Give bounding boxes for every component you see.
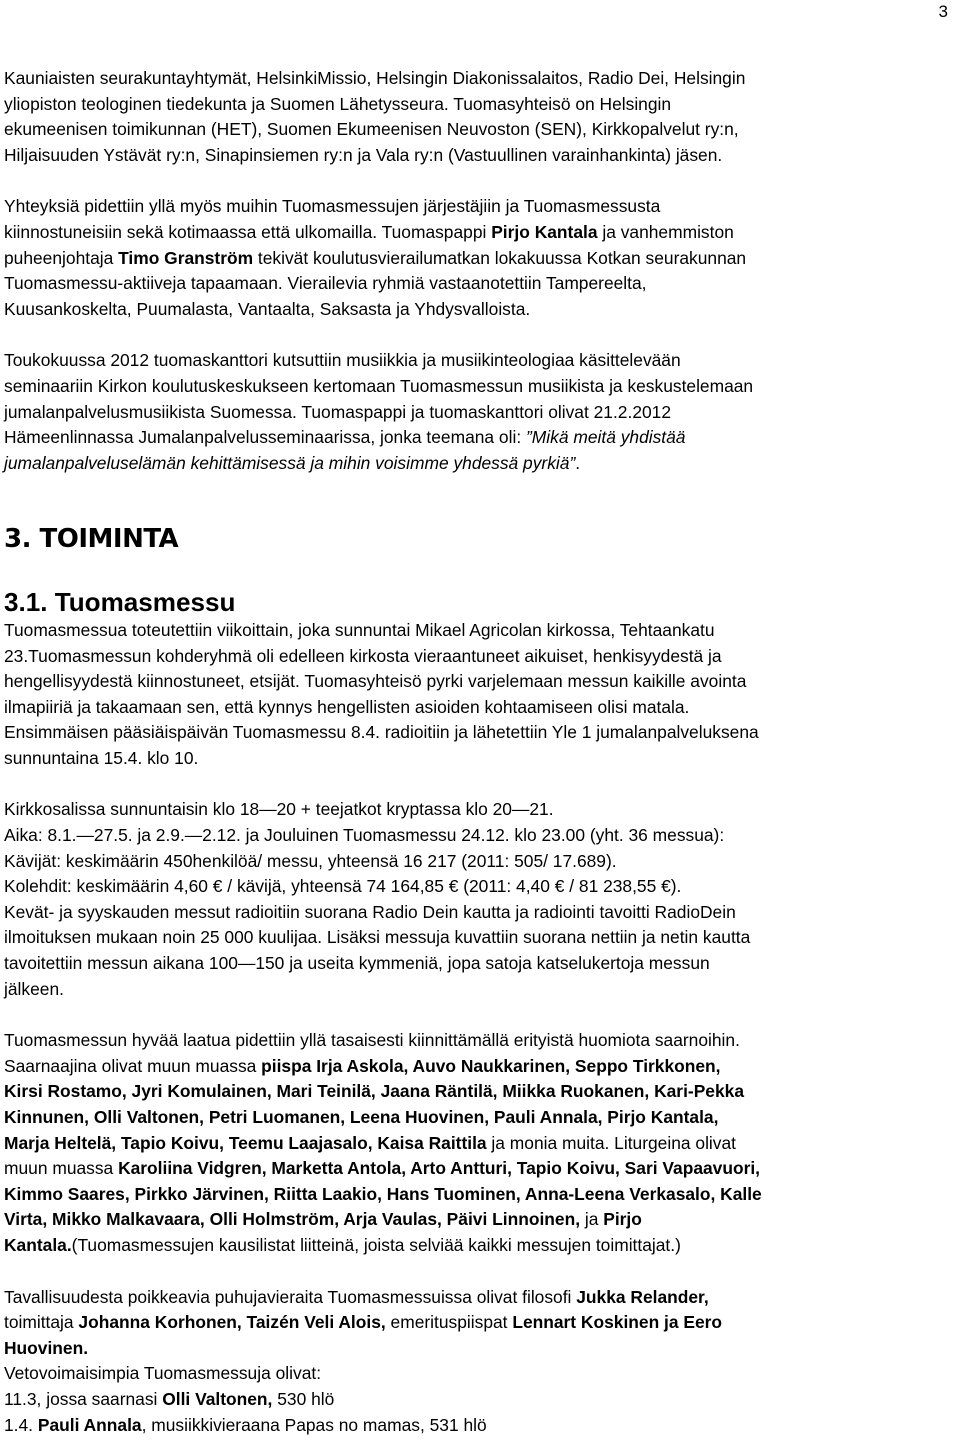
text-line: toimittaja Johanna Korhonen, Taizén Veli Alois, emerituspiispat Lennart Koskinen ja Eero (4, 1312, 723, 1333)
text-line: Saarnaajina olivat muun muassa piispa Irja Askola, Auvo Naukkarinen, Seppo Tirkkonen, (4, 1055, 721, 1076)
text-line: jumalanpalveluselämän kehittämisessä ja mihin voisimme yhdessä pyrkiä”. (4, 452, 581, 473)
text-line: Tavallisuudesta poikkeavia puhujavieraita Tuomasmessuissa olivat filosofi Jukka Relander, (4, 1286, 709, 1307)
text-line: muun muassa Karoliina Vidgren, Marketta Antola, Arto Antturi, Tapio Koivu, Sari Vapaavuori, (4, 1158, 761, 1179)
paragraph-contacts (4, 194, 954, 322)
text-line: ekumeenisen toimikunnan (HET), Suomen Ekumeenisen Neuvoston (SEN), Kirkkopalvelut ry:n, (4, 119, 739, 140)
person-name: Timo Granström (118, 247, 254, 268)
text-line: Kinnunen, Olli Valtonen, Petri Luomanen, Leena Huovinen, Pauli Annala, Pirjo Kantala, (4, 1107, 719, 1127)
text-line: puheenjohtaja Timo Granström tekivät koulutusvierailumatkan lokakuussa Kotkan seurakunnan (4, 247, 747, 268)
text-line: yliopiston teologinen tiedekunta ja Suomen Lähetysseura. Tuomasyhteisö on Helsingin (4, 93, 672, 114)
text-line: Ensimmäisen pääsiäispäivän Tuomasmessu 8.4. radioitiin ja lähetettiin Yle 1 jumalanpalveluksena (4, 722, 759, 743)
text-line: jälkeen. (4, 978, 64, 999)
text-line: jumalanpalvelusmusiikista Suomessa. Tuomaspappi ja tuomaskanttori olivat 21.2.2012 (4, 401, 672, 422)
paragraph-members (4, 66, 954, 168)
page-number: 3 (938, 2, 948, 21)
text-line: Kirsi Rostamo, Jyri Komulainen, Mari Teinilä, Jaana Räntilä, Miikka Ruokanen, Kari-Pekka (4, 1081, 744, 1102)
text-line: ilmapiiriä ja takaamaan sen, että kynnys hengellisten asioiden kohtaamiseen olisi matala. (4, 696, 690, 717)
text-line: Kuusankoskelta, Puumalasta, Vantaalta, Saksasta ja Yhdysvalloista. (4, 298, 531, 319)
text-line: hengellisyydestä kiinnostuneet, etsijät. Tuomasyhteisö pyrki varjelemaan messun kaikille avointa (4, 671, 747, 692)
text-line: Kolehdit: keskimäärin 4,60 € / kävijä, yhteensä 74 164,85 € (2011: 4,40 € / 81 238,55 €). (4, 876, 682, 897)
text-line: ilmoituksen mukaan noin 25 000 kuulijaa. Lisäksi messuja kuvattiin suorana nettiin ja netin kautta (4, 927, 751, 948)
text-line: Marja Heltelä, Tapio Koivu, Teemu Laajasalo, Kaisa Raittila ja monia muita. Liturgeina olivat (4, 1132, 736, 1153)
text-line: Aika: 8.1.—27.5. ja 2.9.—2.12. ja Jouluinen Tuomasmessu 24.12. klo 23.00 (yht. 36 messua): (4, 825, 725, 846)
text-line: 1.4. Pauli Annala, musiikkivieraana Papas no mamas, 531 hlö (4, 1414, 487, 1435)
text-line: Huovinen. (4, 1337, 89, 1358)
paragraph-preachers (4, 1028, 954, 1258)
text-line: Kevät- ja syyskauden messut radioitiin suorana Radio Dein kautta ja radiointi tavoitti RadioDein (4, 901, 736, 922)
text-line: Hämeenlinnassa Jumalanpalvelusseminaarissa, jonka teemana oli: ”Mikä meitä yhdistää (4, 427, 686, 448)
paragraph-statistics (4, 797, 954, 1002)
text-line: Kävijät: keskimäärin 450henkilöä/ messu, yhteensä 16 217 (2011: 505/ 17.689). (4, 850, 617, 871)
text-line: 23.Tuomasmessun kohderyhmä oli edelleen kirkosta vieraantuneet aikuiset, henkisyydestä ja (4, 645, 722, 666)
text-line: Toukokuussa 2012 tuomaskanttori kutsuttiin musiikkia ja musiikinteologiaa käsittelevään (4, 350, 681, 371)
seminar-theme: ”Mikä meitä yhdistää (526, 427, 686, 448)
text-line: 11.3, jossa saarnasi Olli Valtonen, 530 hlö (4, 1388, 335, 1409)
seminar-theme: jumalanpalveluselämän kehittämisessä ja mihin voisimme yhdessä pyrkiä” (4, 452, 576, 473)
text-line: Vetovoimaisimpia Tuomasmessuja olivat: (4, 1363, 322, 1384)
text-line: Tuomasmessu-aktiiveja tapaamaan. Vierailevia ryhmiä vastaanotettiin Tampereelta, (4, 273, 647, 294)
text-line: kiinnostuneisiin sekä kotimaassa että ulkomailla. Tuomaspappi Pirjo Kantala ja vanhemmiston (4, 221, 734, 242)
person-name: Pirjo Kantala (491, 221, 598, 242)
text-line: Kauniaisten seurakuntayhtymät, HelsinkiMissio, Helsingin Diakonissalaitos, Radio Dei, Helsingin (4, 68, 746, 88)
text-line: Tuomasmessua toteutettiin viikoittain, joka sunnuntai Mikael Agricolan kirkossa, Tehtaankatu (4, 619, 715, 640)
text-line: Kantala.(Tuomasmessujen kausilistat liitteinä, joista selviää kaikki messujen toimittajat.) (4, 1234, 681, 1255)
paragraph-seminar (4, 348, 954, 476)
paragraph-guest-speakers (4, 1285, 954, 1439)
paragraph-tuomasmessu (4, 618, 954, 772)
document-body (4, 66, 954, 1438)
text-line: Kimmo Saares, Pirkko Järvinen, Riitta Laakio, Hans Tuominen, Anna-Leena Verkasalo, Kalle (4, 1183, 762, 1204)
text-line: Tuomasmessun hyvää laatua pidettiin yllä tasaisesti kiinnittämällä erityistä huomiota saarnoihin. (4, 1030, 740, 1051)
text-line: tavoitettiin messun aikana 100—150 ja useita kymmeniä, jopa satoja katselukertoja messun (4, 953, 710, 974)
section-heading: 3. TOIMINTA (4, 524, 179, 555)
text-line: seminaariin Kirkon koulutuskeskukseen kertomaan Tuomasmessun musiikista ja keskustelemaan (4, 375, 754, 396)
text-line: sunnuntaina 15.4. klo 10. (4, 747, 199, 768)
text-line: Kirkkosalissa sunnuntaisin klo 18—20 + teejatkot kryptassa klo 20—21. (4, 799, 554, 820)
subsection-heading: 3.1. Tuomasmessu (4, 587, 236, 618)
text-line: Virta, Mikko Malkavaara, Olli Holmström, Arja Vaulas, Päivi Linnoinen, ja Pirjo (4, 1209, 642, 1230)
text-line: Yhteyksiä pidettiin yllä myös muihin Tuomasmessujen järjestäjiin ja Tuomasmessusta (4, 196, 661, 217)
text-line: Hiljaisuuden Ystävät ry:n, Sinapinsiemen ry:n ja Vala ry:n (Vastuullinen varainhankinta) jäsen. (4, 144, 723, 165)
